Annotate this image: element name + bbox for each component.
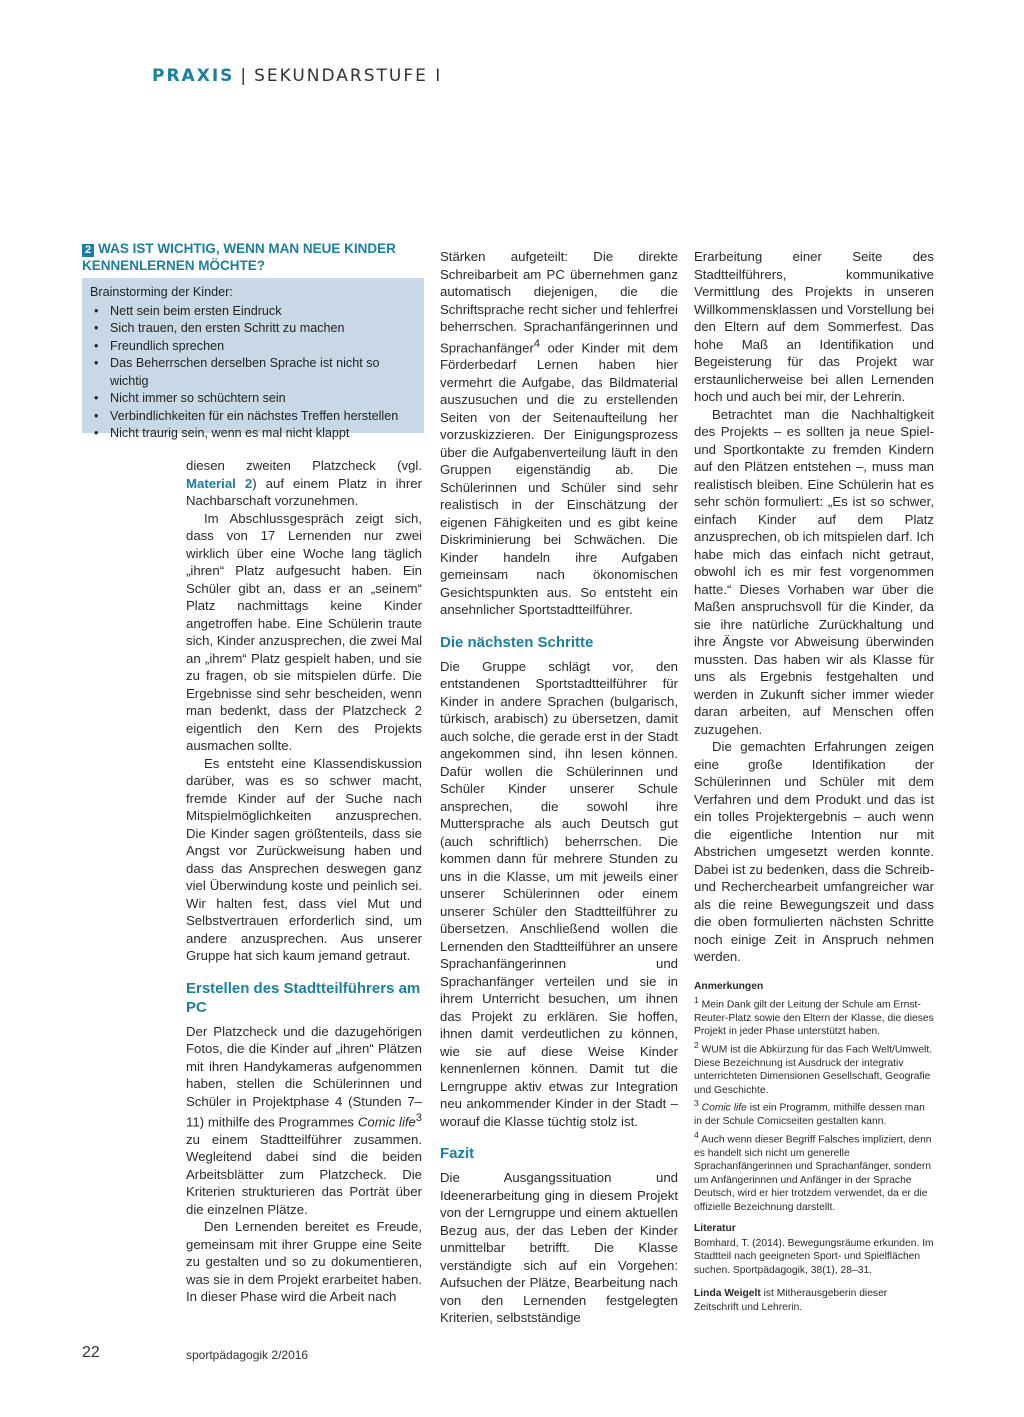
footnote-number: 4 [694,1129,699,1140]
notes-section [694,980,934,1315]
program-name: Comic life [357,1114,416,1130]
notes-title: Anmerkungen [694,980,764,992]
footnote-number: 1 [694,995,699,1005]
footnote-ref: 4 [533,337,540,350]
column-3 [694,248,934,1314]
paragraph: Die Gruppe schlägt vor, den entstandenen Sportstadtteilführer für Kinder in andere Sprachen (bulgarisch, türkisch, arabisch) zu übersetzen, damit auch solche, die gerade erst in der Stadt angekommen sind, ihn lesen können. Dafür wollen die Schülerinnen und Schüler Kinder unserer Schule ansprechen, die sowohl ihre Muttersprache als auch Deutsch gut (auch schriftlich) beherrschen. Die kommen dann für mehrere Stunden zu uns in die Klasse, um mit jeweils einer unserer Schülerinnen oder einem unserer Schüler den Stadtteilführer zu übersetzen. Anschließend wollen die Lernenden den Stadtteilführer an unsere Sprachanfängerinnen und Sprachanfänger verteilen und sie in ihrem Unterricht besuchen, um ihnen das Projekt zu erklären. Sie hoffen, ihnen damit verdeutlichen zu können, wie sie auf diese Weise Kinder kennenlernen können. Damit tut die Lerngruppe aktiv etwas zur Integration neu ankommender Kinder in der Stadt – worauf die Klasse tüchtig stolz ist. [440,658,678,1129]
paragraph: Den Lernenden bereitet es Freude, gemeinsam mit ihrer Gruppe eine Seite zu gestalten und so zu dokumentieren, was sie in dem Projekt erarbeitet haben. In dieser Phase wird die Arbeit nach [186,1219,422,1305]
brainstorming-list [90,303,416,443]
footnote [694,1129,934,1214]
footnote [694,1039,934,1097]
running-header [152,66,442,86]
paragraph [186,457,422,510]
footnote-ref: 3 [415,1112,423,1124]
box-title [82,240,422,274]
list-item: • Sich trauen, den ersten Schritt zu machen [90,320,416,338]
text: Der Platzcheck und die dazugehörigen Fotos, die die Kinder auf „ihren“ Plätzen mit ihren Handykameras aufgenommen haben, stellen die Schülerinnen und Schüler in Projektphase 4 (Stunden 7–11) mithilfe des Programmes [186,1023,422,1130]
paragraph: Die gemachten Erfahrungen zeigen eine große Identifikation der Schülerinnen und Schüler mit dem Verfahren und dem Produkt und das ist ein tolles Projektergebnis – auch wenn die eigentliche Intention nur mit Abstrichen umgesetzt werden konnte. Dabei ist zu bedenken, dass die Schreib- und Recherchearbeit umfangreicher war als die reine Bewegungszeit und dass die oben formulierten nächsten Schritte noch einige Zeit in Anspruch nehmen werden. [694,739,934,964]
paragraph: Im Abschlussgespräch zeigt sich, dass von 17 Lernenden nur zwei wirklich über eine Woche lang täglich „ihren“ Platz aufgesucht haben. Ein Schüler gibt an, dass er an „seinem“ Platz nachmittags keine Kinder angetroffen habe. Eine Schülerin traute sich, Kinder anzusprechen, die zwei Mal an „ihrem“ Platz gespielt haben, und sie zu fragen, ob sie mitspielen dürfe. Die Ergebnisse sind sehr bescheiden, wenn man bedenkt, dass der Platzcheck 2 eigentlich den Kern des Projekts ausmachen sollte. [186,510,422,753]
text: oder Kinder mit dem Förderbedarf Lernen haben hier vermehrt die Aufgabe, das Bildmaterial auszusuchen und die zu erstellenden Seiten von der Seitenaufteilung her vorzuskizzieren. Der Einigungsprozess über die Aufgabenverteilung läuft in den Gruppen eigenständig ab. Die Schülerinnen und Schüler sind sehr realistisch in der Einschätzung der eigenen Fähigkeiten und es gibt keine Diskriminierung bei Schwächen. Die Kinder handeln ihre Aufgaben gemeinsam nach ökonomischen Gesichtspunkten aus. So entsteht ein ansehnlicher Sportstadtteilführer. [440,339,678,618]
footnote-number: 3 [694,1098,699,1109]
footnote-number: 2 [694,1039,699,1050]
page-number: 22 [82,1344,100,1361]
paragraph: Betrachtet man die Nachhaltigkeit des Projekts – es sollten ja neue Spiel- und Sportkontakte zu fremden Kindern auf den Plätzen entstehen –, muss man realistisch bleiben. Eine Schülerin hat es sehr schön formuliert: „Es ist so schwer, einfach Kinder auf dem Platz anzusprechen, ob ich mitspielen darf. Ich habe mich das einfach nicht getraut, obwohl ich es mir fest vorgenommen hatte.“ Dieses Vorhaben war über die Maßen anspruchsvoll für die Kinder, da sie ihre natürliche Zurückhaltung und ihre Ängste vor Abweisung überwinden mussten. Das haben wir als Klasse für uns als Ergebnis festgehalten und werden in Zukunft sicher immer wieder daran arbeiten, auf Menschen offen zuzugehen. [694,406,934,737]
literature-entry: Bomhard, T. (2014). Bewegungsräume erkunden. Im Stadtteil nach geeigneten Sport- und Spielflächen suchen. Sportpädagogik, 38(1), 28–31. [694,1237,934,1276]
paragraph: Es entsteht eine Klassendiskussion darüber, was es so schwer macht, fremde Kinder auf der Suche nach Mitspielmöglichkeiten anzusprechen. Die Kinder sagen größtenteils, dass sie Angst vor Zurückweisung haben und dass das Ansprechen deswegen ganz viel Überwindung koste und peinlich sei. Wir halten fest, dass viel Mut und Selbstvertrauen erforderlich sind, um andere anzusprechen. Aus unserer Gruppe hat sich kaum jemand getraut. [186,755,422,963]
text: zu einem Stadtteilführer zusammen. Wegleitend dabei sind die beiden Arbeitsblätter zum Platzcheck. Die Kriterien strukturieren das Porträt über die einzelnen Plätze. [186,1131,422,1217]
text: WUM ist die Abkürzung für das Fach Welt/Umwelt. Diese Bezeichnung ist Ausdruck der integrativ unterrichteten Dimensionen Gesellschaft, Geografie und Geschichte. [694,1044,933,1096]
box-title-text: WAS IST WICHTIG, WENN MAN NEUE KINDER KENNENLERNEN MÖCHTE? [82,241,396,273]
author-note [694,1287,934,1314]
author-name: Linda Weigelt [694,1288,761,1300]
brainstorming-box [82,278,424,440]
list-item: • Nett sein beim ersten Eindruck [90,303,416,321]
section-heading: Fazit [440,1145,475,1163]
list-item: • Verbindlichkeiten für ein nächstes Treffen herstellen [90,408,416,426]
text: ist ein Programm, mithilfe dessen man in der Schule Comicseiten gestalten kann. [694,1102,925,1128]
list-item: • Nicht immer so schüchtern sein [90,390,416,408]
section-heading: Die nächsten Schritte [440,633,594,651]
text: ist Mitherausgeberin dieser Zeitschrift und Lehrerin. [694,1288,888,1313]
list-item: • Nicht traurig sein, wenn es mal nicht klappt [90,425,416,443]
program-name: Comic life [701,1102,747,1114]
paragraph: Erarbeitung einer Seite des Stadtteilführers, kommunikative Vermittlung des Projekts in unseren Willkommensklassen und Vorstellung bei den Eltern auf dem Sommerfest. Das hohe Maß an Identifikation und Begeisterung für das Projekt war erstaunlicherweise bei allen Lernenden hoch und auch bei mir, der Lehrerin. [694,249,934,404]
footnote [694,1097,934,1128]
list-item: • Das Beherrschen derselben Sprache ist nicht so wichtig [90,355,416,390]
magazine-issue: sportpädagogik 2/2016 [186,1348,309,1362]
column-1 [186,457,422,1306]
header-subsection: SEKUNDARSTUFE I [254,66,443,86]
section-heading: Erstellen des Stadtteilführers am PC [186,979,421,1016]
paragraph [186,1023,422,1219]
header-section: PRAXIS [152,66,235,86]
brainstorming-intro: Brainstorming der Kinder: [90,285,233,299]
box-number: 2 [82,244,94,257]
material-reference: Material 2 [186,475,253,491]
footnote [694,994,934,1039]
text: Mein Dank gilt der Leitung der Schule am Ernst-Reuter-Platz sowie den Eltern der Klasse, die dieses Projekt in jeder Phase unterstützt haben. [694,999,934,1038]
paragraph [440,248,678,619]
header-separator: | [240,66,249,86]
text: diesen zweiten Platzcheck (vgl. [186,458,422,473]
column-2 [440,248,678,1327]
list-item: • Freundlich sprechen [90,338,416,356]
literature-title: Literatur [694,1223,736,1235]
text: ) auf einem Platz in ihrer Nachbarschaft vorzunehmen. [186,475,422,508]
text: Stärken aufgeteilt: Die direkte Schreibarbeit am PC übernehmen ganz automatisch diejenigen, die die Schriftsprache recht sicher und fehlerfrei beherrschen. Sprachanfängerinnen und Sprachanfänger [440,249,678,355]
paragraph: Die Ausgangssituation und Ideenerarbeitung ging in diesem Projekt von der Lerngruppe und einem aktuellen Bezug aus, der das Leben der Kinder unmittelbar betrifft. Die Klasse verständigte sich auf ein Vorgehen: Aufsuchen der Plätze, Bearbeitung nach von den Lernenden festgelegten Kriterien, selbstständige [440,1170,678,1326]
text: Auch wenn dieser Begriff Falsches impliziert, denn es handelt sich nicht um generelle Sprachanfängerinnen und Sprachanfänger, sondern um Anfängerinnen und Anfänger in der Sprache Deutsch, wird er hier trotzdem verwendet, da er die offizielle Bezeichnung darstellt. [694,1134,932,1213]
